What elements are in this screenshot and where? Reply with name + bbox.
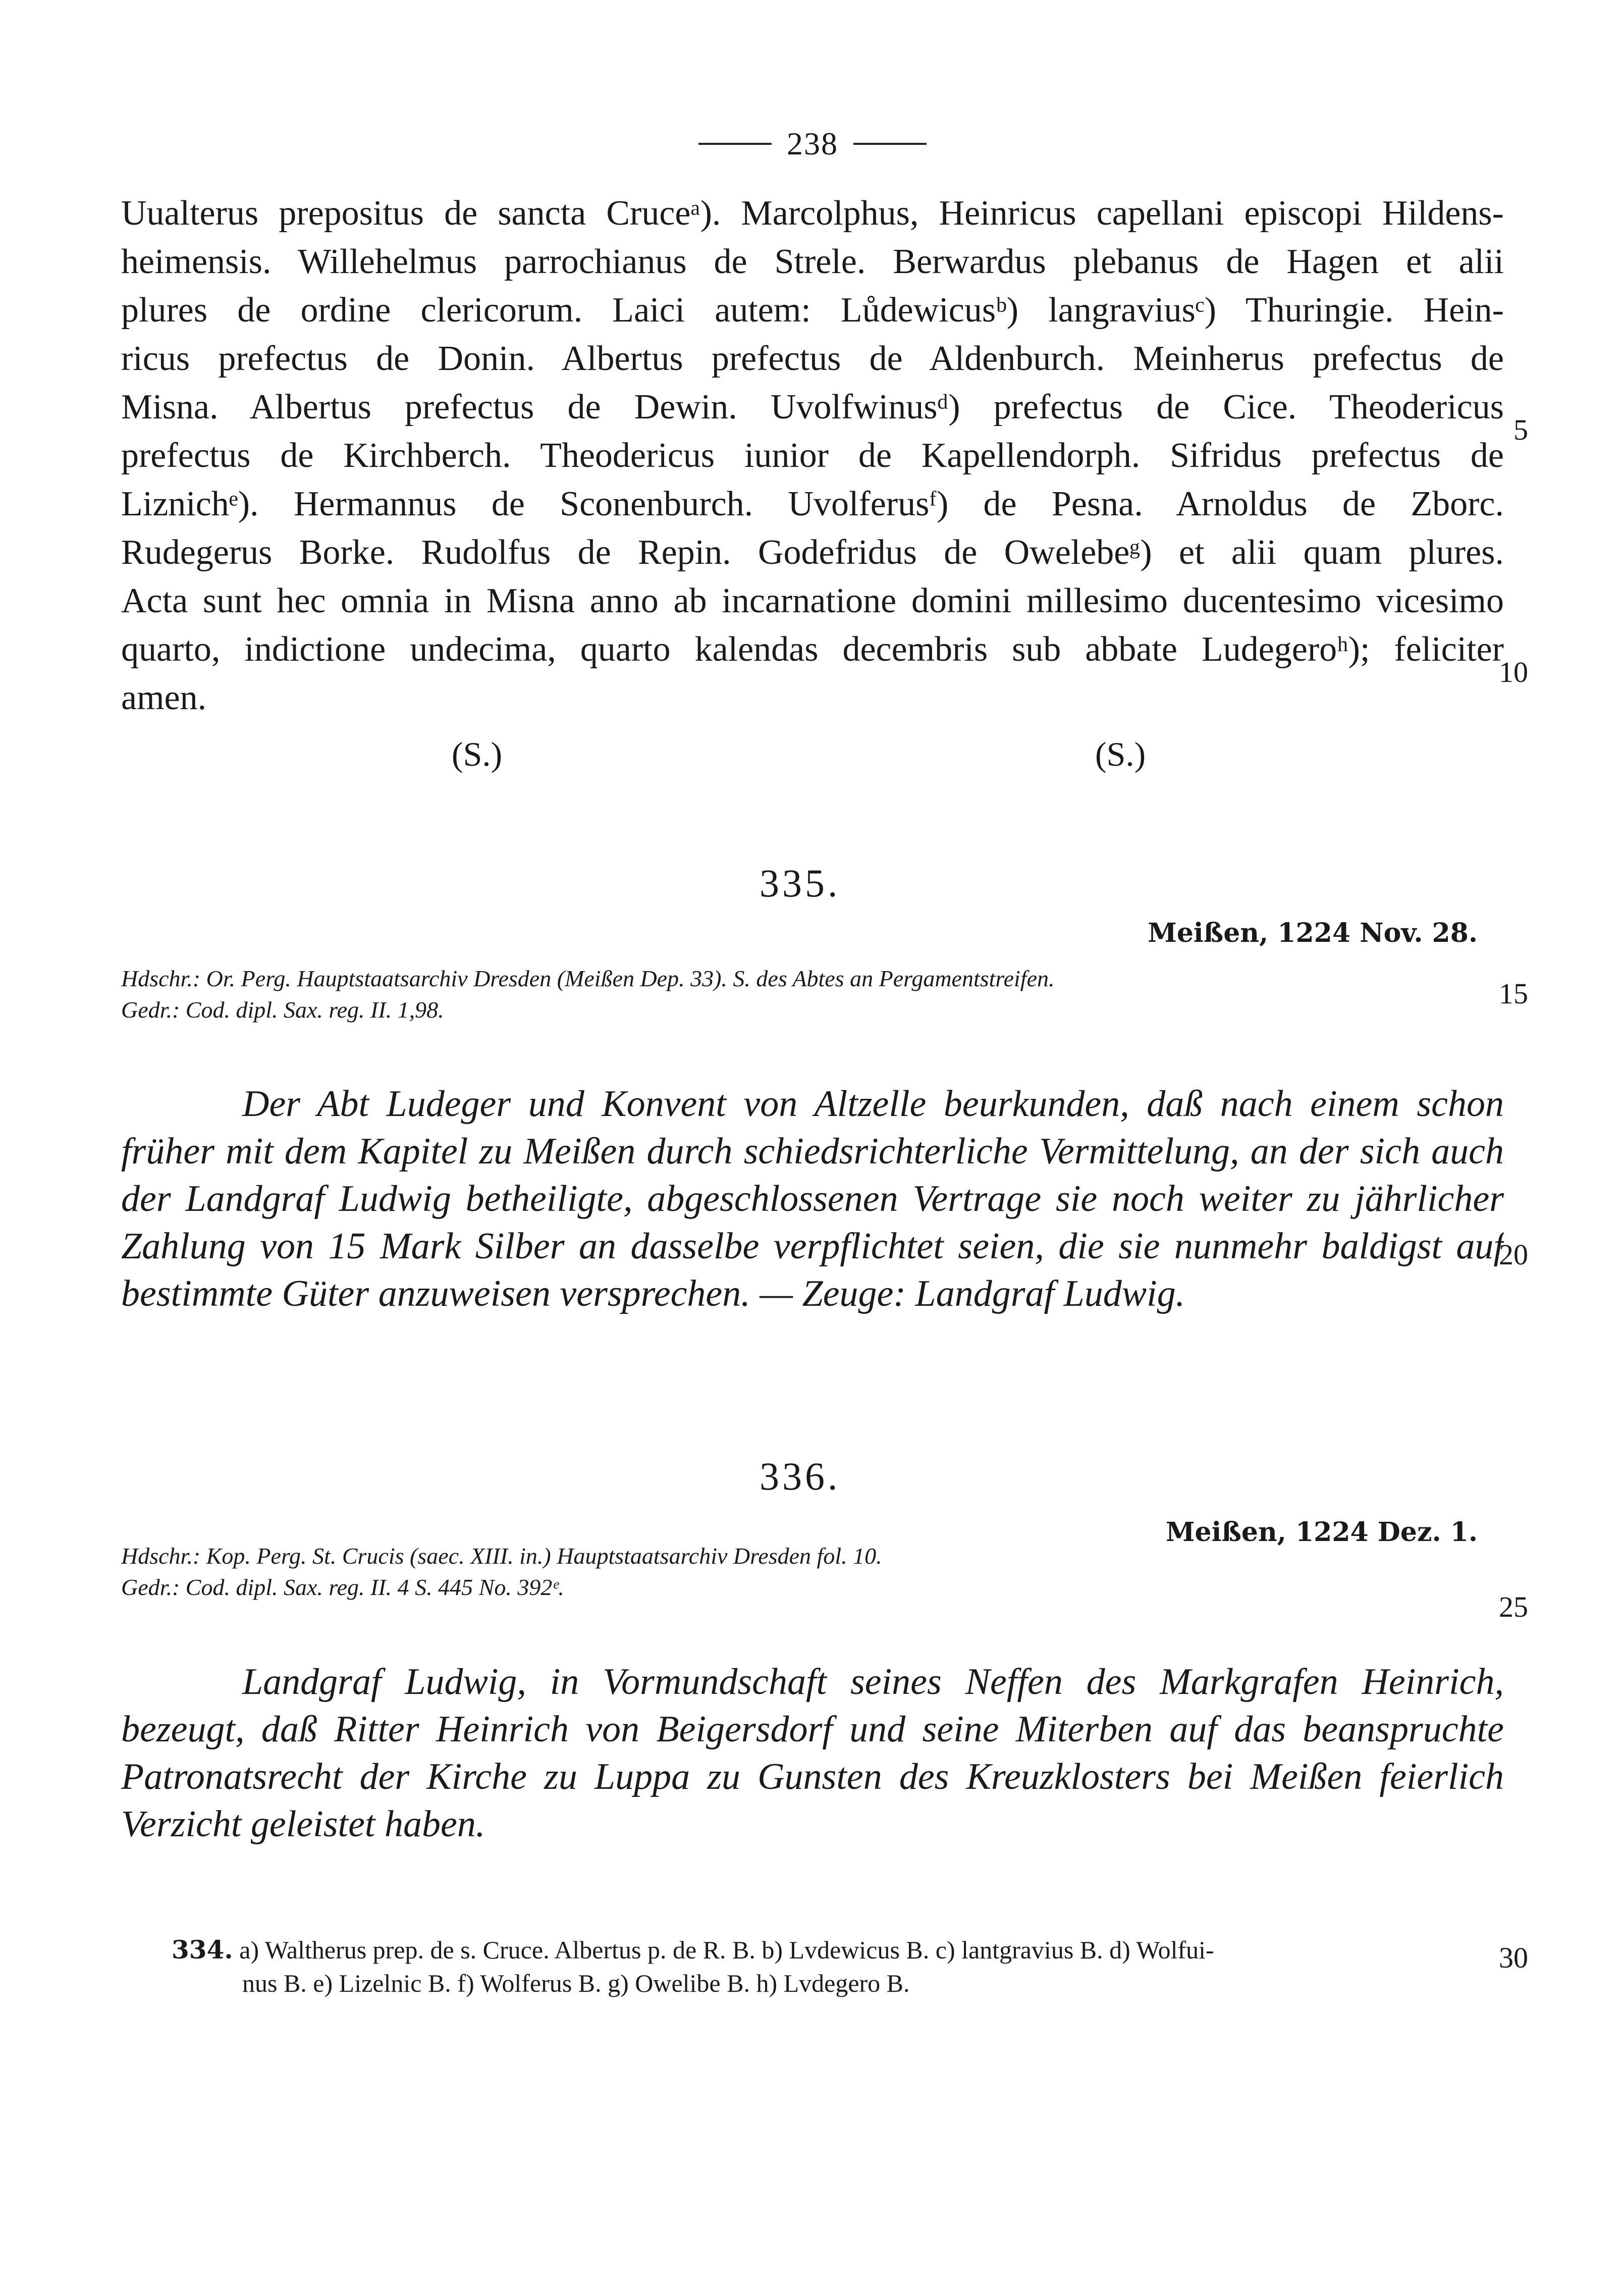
document-number-335: 335. bbox=[760, 861, 841, 905]
text-line: amen. bbox=[121, 678, 207, 717]
text-line: Rudegerus Borke. Rudolfus de Repin. Godefridus de Owelebeᵍ) et alii quam plures. bbox=[121, 533, 1504, 572]
regest-line: Zahlung von 15 Mark Silber an dasselbe verpflichtet seien, die sie nunmehr baldigst auf bbox=[121, 1226, 1504, 1267]
footnote-label: 334. bbox=[172, 1935, 233, 1964]
document-number-336: 336. bbox=[760, 1454, 841, 1498]
line-number-5: 5 bbox=[1513, 413, 1528, 446]
main-text-block bbox=[121, 189, 1504, 722]
text-line: Liznichᵉ). Hermannus de Sconenburch. Uvolferusᶠ) de Pesna. Arnoldus de Zborc. bbox=[121, 485, 1504, 523]
line-number-30: 30 bbox=[1499, 1941, 1528, 1974]
text-line: quarto, indictione undecima, quarto kalendas decembris sub abbate Ludegeroʰ); feliciter bbox=[121, 630, 1504, 669]
apparatus-line: Gedr.: Cod. dipl. Sax. reg. II. 1,98. bbox=[121, 997, 444, 1023]
line-number-25: 25 bbox=[1499, 1590, 1528, 1623]
text-line: prefectus de Kirchberch. Theodericus iunior de Kapellendorph. Sifridus prefectus de bbox=[121, 436, 1504, 475]
apparatus-line: Hdschr.: Or. Perg. Hauptstaatsarchiv Dresden (Meißen Dep. 33). S. des Abtes an Pergamentstreifen. bbox=[121, 966, 1055, 991]
place-date-336: Meißen, 1224 Dez. 1. bbox=[1165, 1517, 1478, 1548]
text-line: Uualterus prepositus de sancta Cruceᵃ). Marcolphus, Heinricus capellani episcopi Hildens- bbox=[121, 194, 1504, 233]
seal-mark-right: (S.) bbox=[1095, 735, 1146, 773]
text-line: heimensis. Willehelmus parrochianus de Strele. Berwardus plebanus de Hagen et alii bbox=[121, 242, 1504, 281]
regest-336 bbox=[121, 1658, 1504, 1848]
footnotes-334 bbox=[172, 1933, 1484, 2000]
apparatus-line: Gedr.: Cod. dipl. Sax. reg. II. 4 S. 445 No. 392ᵉ. bbox=[121, 1574, 564, 1600]
regest-line: bezeugt, daß Ritter Heinrich von Beigersdorf und seine Miterben auf das beanspruchte bbox=[121, 1709, 1504, 1750]
header-rule-right bbox=[853, 143, 927, 145]
regest-line: Der Abt Ludeger und Konvent von Altzelle beurkunden, daß nach einem schon bbox=[242, 1083, 1504, 1125]
line-number-15: 15 bbox=[1499, 977, 1528, 1010]
page-header bbox=[656, 121, 969, 167]
line-number-10: 10 bbox=[1499, 656, 1528, 688]
regest-line: bestimmte Güter anzuweisen versprechen. — Zeuge: Landgraf Ludwig. bbox=[121, 1273, 1185, 1314]
apparatus-line: Hdschr.: Kop. Perg. St. Crucis (saec. XIII. in.) Hauptstaatsarchiv Dresden fol. 10. bbox=[121, 1543, 882, 1569]
footnote-text: a) Waltherus prep. de s. Cruce. Albertus p. de R. B. b) Lvdewicus B. c) lantgravius B. d) Wolfui- bbox=[239, 1936, 1214, 1964]
apparatus-335 bbox=[121, 963, 1484, 1026]
line-number-20: 20 bbox=[1499, 1238, 1528, 1271]
seal-mark-left: (S.) bbox=[452, 735, 503, 773]
regest-line: Landgraf Ludwig, in Vormundschaft seines Neffen des Markgrafen Heinrich, bbox=[242, 1661, 1504, 1703]
page-number: 238 bbox=[787, 126, 838, 162]
apparatus-336 bbox=[121, 1540, 1484, 1603]
text-line: Misna. Albertus prefectus de Dewin. Uvolfwinusᵈ) prefectus de Cice. Theodericus bbox=[121, 388, 1504, 427]
place-date-335: Meißen, 1224 Nov. 28. bbox=[1148, 918, 1478, 948]
regest-line: Patronatsrecht der Kirche zu Luppa zu Gunsten des Kreuzklosters bei Meißen feierlich bbox=[121, 1756, 1504, 1797]
text-line: ricus prefectus de Donin. Albertus prefectus de Aldenburch. Meinherus prefectus de bbox=[121, 339, 1504, 378]
footnote-line bbox=[172, 1933, 1484, 1967]
regest-335 bbox=[121, 1080, 1504, 1317]
header-rule-left bbox=[698, 143, 772, 145]
regest-line: der Landgraf Ludwig betheiligte, abgeschlossenen Vertrage sie noch weiter zu jährlicher bbox=[121, 1178, 1504, 1219]
regest-line: Verzicht geleistet haben. bbox=[121, 1803, 485, 1845]
regest-line: früher mit dem Kapitel zu Meißen durch schiedsrichterliche Vermittelung, an der sich auch bbox=[121, 1131, 1504, 1172]
text-line: plures de ordine clericorum. Laici autem: Lůdewicusᵇ) langraviusᶜ) Thuringie. Hein- bbox=[121, 291, 1504, 330]
footnote-line: nus B. e) Lizelnic B. f) Wolferus B. g) Owelibe B. h) Lvdegero B. bbox=[242, 1969, 910, 1997]
text-line: Acta sunt hec omnia in Misna anno ab incarnatione domini millesimo ducentesimo vicesimo bbox=[121, 581, 1504, 620]
